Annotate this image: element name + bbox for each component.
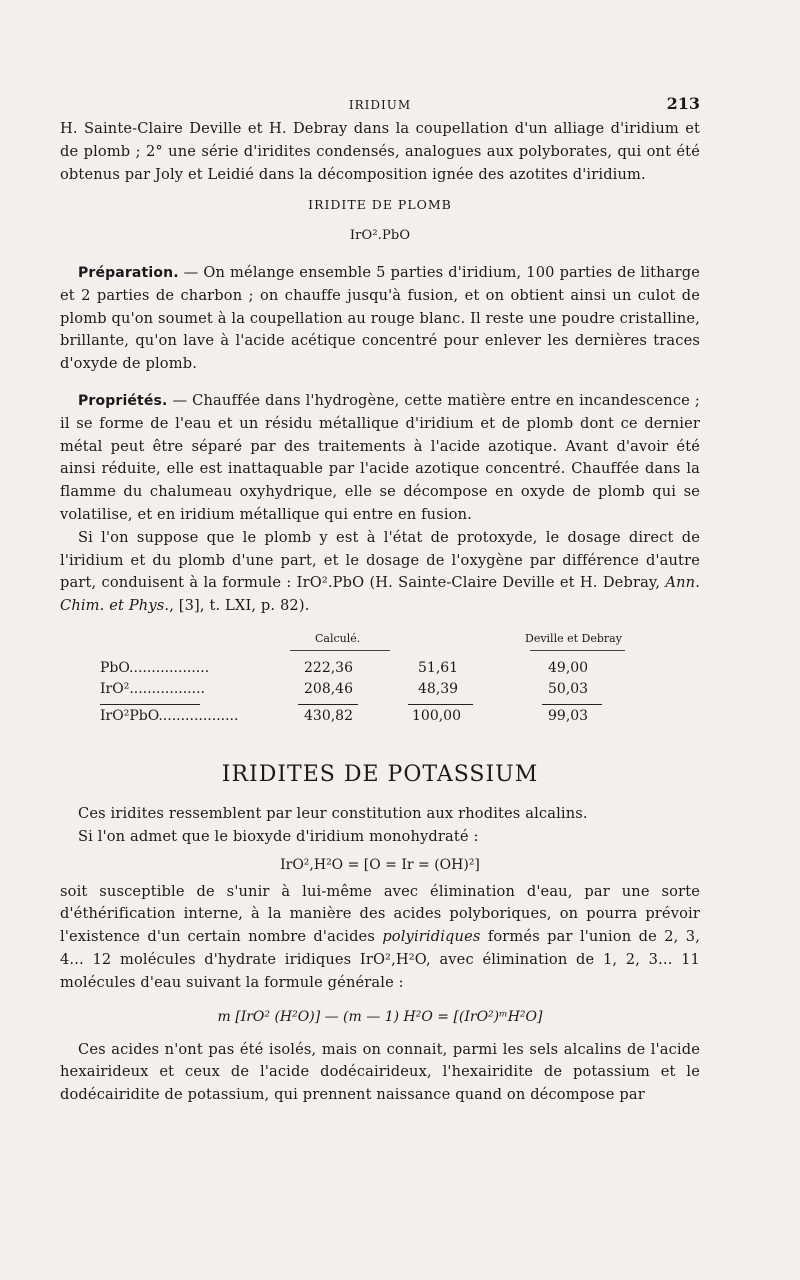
polyiridiques-term: polyiridiques: [382, 928, 481, 946]
row-percent-value: 51,61: [418, 659, 459, 676]
properties-heading: Propriétés.: [78, 392, 168, 409]
total-percent-value: 100,00: [412, 707, 461, 724]
section-title-iridites-potassium: IRIDITES DE POTASSIUM: [221, 761, 539, 787]
equation-general: m [IrO² (H²O)] — (m — 1) H²O = [(IrO²)ᵐH²O]: [217, 1008, 543, 1025]
dosage-paragraph: [60, 527, 700, 618]
equation-hydrate: IrO²,H²O = [O = Ir = (OH)²]: [280, 856, 480, 873]
row-label: IrO².................: [100, 680, 205, 697]
header-deville-debray: Deville et Debray: [525, 631, 622, 645]
header-calcule: Calculé.: [315, 631, 361, 645]
iridites-paragraph-1: Ces iridites ressemblent par leur constitution aux rhodites alcalins.: [78, 804, 588, 822]
table-rule: [298, 704, 358, 705]
table-row: [60, 681, 700, 701]
total-found-value: 99,03: [548, 707, 589, 724]
dosage-text-before: Si l'on suppose que le plomb y est à l'état de protoxyde, le dosage direct de l'iridium et du plomb d'une part, et le dosage de l'oxygène par différence d'autre part, conduisent à la formule : IrO².PbO (H. Sainte-Claire Deville et H. Debray,: [60, 528, 700, 592]
preparation-text: — On mélange ensemble 5 parties d'iridium, 100 parties de litharge et 2 parties de charbon ; on chauffe jusqu'à fusion, et on obtient ainsi un culot de plomb qu'on soumet à la coupellation au rouge blanc. Il reste une poudre cristalline, brillante, qu'on lave à l'acide acétique concentré pour enlever les dernières traces d'oxyde de plomb.: [60, 263, 700, 373]
row-label: PbO..................: [100, 659, 210, 676]
row-found-value: 49,00: [548, 659, 589, 676]
row-calc-value: 208,46: [304, 680, 353, 697]
table-total-row: [60, 708, 700, 728]
running-title: IRIDIUM: [348, 98, 412, 112]
properties-paragraph: [60, 390, 700, 527]
row-percent-value: 48,39: [418, 680, 459, 697]
section-title-iridite-plomb: IRIDITE DE PLOMB: [308, 197, 452, 213]
journal-reference: Ann. Chim. et Phys.: [60, 574, 700, 615]
total-label: IrO²PbO..................: [100, 707, 239, 724]
iridites-paragraph-3: soit susceptible de s'unir à lui-même avec élimination d'eau, par une sorte d'éthérification interne, à la manière des acides polyboriques, on pourra prévoir l'existence d'un certain nombre d'acides polyiridiques formés par l'union de 2, 3, 4... 12 molécules d'hydrate iridiques IrO²,H²O, avec élimination de 1, 2, 3... 11 molécules d'eau suivant la formule générale :: [60, 882, 700, 991]
iridites-paragraph-4: Ces acides n'ont pas été isolés, mais on connait, parmi les sels alcalins de l'acide hexairideux et ceux de l'acide dodécairideux, l'hexairidite de potassium et le dodécairidite de potassium, qui prennent naissance quand on décompose par: [60, 1040, 700, 1104]
table-row: [60, 660, 700, 680]
table-rule: [408, 704, 473, 705]
page-body: [60, 92, 700, 1107]
dosage-text-after: , [3], t. LXI, p. 82).: [169, 597, 310, 615]
page-header: [60, 92, 700, 118]
iridites-paragraph-2: Si l'on admet que le bioxyde d'iridium monohydraté :: [78, 827, 479, 845]
row-found-value: 50,03: [548, 680, 589, 697]
composition-table: [60, 632, 700, 742]
table-rule: [100, 704, 200, 705]
preparation-paragraph: [60, 262, 700, 376]
intro-paragraph: H. Sainte-Claire Deville et H. Debray dans la coupellation d'un alliage d'iridium et de plomb ; 2° une série d'iridites condensés, analogues aux polyborates, qui ont été obtenus par Joly et Leidié dans la décomposition ignée des azotites d'iridium.: [60, 120, 700, 183]
preparation-heading: Préparation.: [78, 264, 179, 281]
page-number: 213: [666, 94, 700, 113]
total-calc-value: 430,82: [304, 707, 353, 724]
row-calc-value: 222,36: [304, 659, 353, 676]
section-formula: IrO².PbO: [349, 228, 411, 244]
table-rule: [542, 704, 602, 705]
properties-text: — Chauffée dans l'hydrogène, cette matière entre en incandescence ; il se forme de l'eau et un résidu métallique d'iridium et de plomb dont ce dernier métal peut être séparé par des traitements à l'acide azotique. Avant d'avoir été ainsi réduite, elle est inattaquable par l'acide azotique concentré. Chauffée dans la flamme du chalumeau oxyhydrique, elle se décompose en oxyde de plomb qui se volatilise, et en iridium métallique qui entre en fusion.: [60, 391, 700, 523]
